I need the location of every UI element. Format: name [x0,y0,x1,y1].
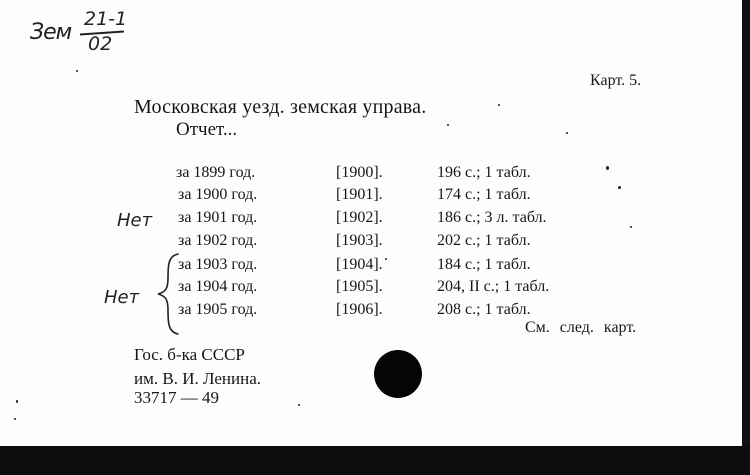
holding-pages: 184 с.; 1 табл. [437,256,531,273]
scan-speck [618,186,621,189]
card-number: Карт. 5. [590,72,642,89]
holding-pages: 208 с.; 1 табл. [437,301,531,318]
annotation-missing-1903-1905: Нет [104,287,140,308]
scan-speck [76,70,78,72]
holding-year: за 1900 год. [178,186,258,203]
holding-year: за 1905 год. [178,301,258,318]
scan-speck [447,124,449,126]
call-number-bottom: 02 [88,33,113,55]
holding-published: [1906]. [336,301,383,318]
holding-year: за 1902 год. [178,232,258,249]
call-number-top: 21-1 [84,8,128,30]
holding-year: за 1899 год. [176,164,256,181]
call-number-prefix: Зем [30,20,72,45]
holding-year: за 1903 год. [178,256,258,273]
holding-year: за 1904 год. [178,278,258,295]
holding-pages: 204, II с.; 1 табл. [437,278,550,295]
holding-pages: 186 с.; 3 л. табл. [437,209,547,226]
scan-speck [16,400,18,403]
see-next-card-note: См. след. карт. [525,319,637,336]
holding-pages: 202 с.; 1 табл. [437,232,531,249]
holding-year: за 1901 год. [178,209,258,226]
holding-published: [1902]. [336,209,383,226]
holding-pages: 196 с.; 1 табл. [437,164,531,181]
holding-published: [1905]. [336,278,383,295]
scan-border-bottom [0,446,750,475]
scan-border-right [742,0,750,475]
card-subtitle: Отчет... [176,119,238,140]
punch-hole [374,350,422,398]
holding-published: [1901]. [336,186,383,203]
scan-speck [630,226,632,228]
holding-published: [1900]. [336,164,383,181]
card-title: Московская уезд. земская управа. [134,96,427,118]
annotation-missing-1901: Нет [117,210,153,231]
library-accession-number: 33717 — 49 [134,388,219,407]
holding-published: [1903]. [336,232,383,249]
scan-speck [606,166,609,170]
library-name-line2: им. В. И. Ленина. [134,369,262,388]
scan-speck [566,132,568,134]
library-name: Гос. б-ка СССР [134,345,245,364]
scan-speck [14,418,16,420]
scan-speck [298,404,300,406]
scan-speck [498,104,500,106]
handwritten-brace-icon [154,252,182,336]
scan-speck [385,258,387,260]
holding-published: [1904]. [336,256,383,273]
holding-pages: 174 с.; 1 табл. [437,186,531,203]
